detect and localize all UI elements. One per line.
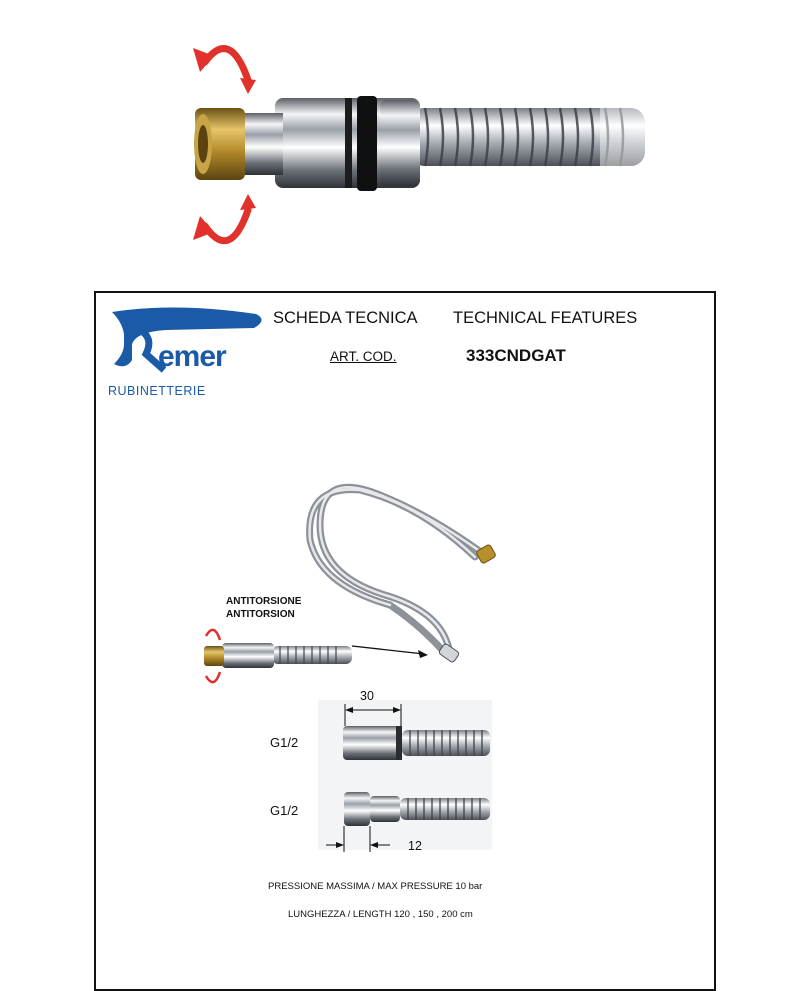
art-code-label: ART. COD. xyxy=(330,349,397,364)
connector-top xyxy=(343,726,490,760)
title-italian: SCHEDA TECNICA xyxy=(273,309,418,327)
dimension-30-label: 30 xyxy=(360,689,374,703)
thread-label-top: G1/2 xyxy=(270,735,299,750)
thread-label-bottom: G1/2 xyxy=(270,803,299,818)
logo-subtitle: RUBINETTERIE xyxy=(108,384,206,398)
antitorsion-connector xyxy=(192,618,457,696)
dimension-drawing xyxy=(318,690,496,860)
brass-nut xyxy=(194,108,245,180)
logo-word: emer xyxy=(158,340,226,373)
title-english: TECHNICAL FEATURES xyxy=(453,309,638,327)
dimension-12-label: 12 xyxy=(408,839,422,853)
hose-coil xyxy=(410,108,650,166)
spec-length: LUNGHEZZA / LENGTH 120 , 150 , 200 cm xyxy=(288,909,473,920)
remer-logo xyxy=(106,304,266,404)
logo-mark-icon xyxy=(106,304,266,384)
antitorsion-label-en: ANTITORSION xyxy=(226,609,295,620)
antitorsion-label-it: ANTITORSIONE xyxy=(226,596,302,607)
hose-connector-photo xyxy=(0,0,800,270)
art-code-value: 333CNDGAT xyxy=(466,346,566,365)
spec-max-pressure: PRESSIONE MASSIMA / MAX PRESSURE 10 bar xyxy=(268,881,483,892)
